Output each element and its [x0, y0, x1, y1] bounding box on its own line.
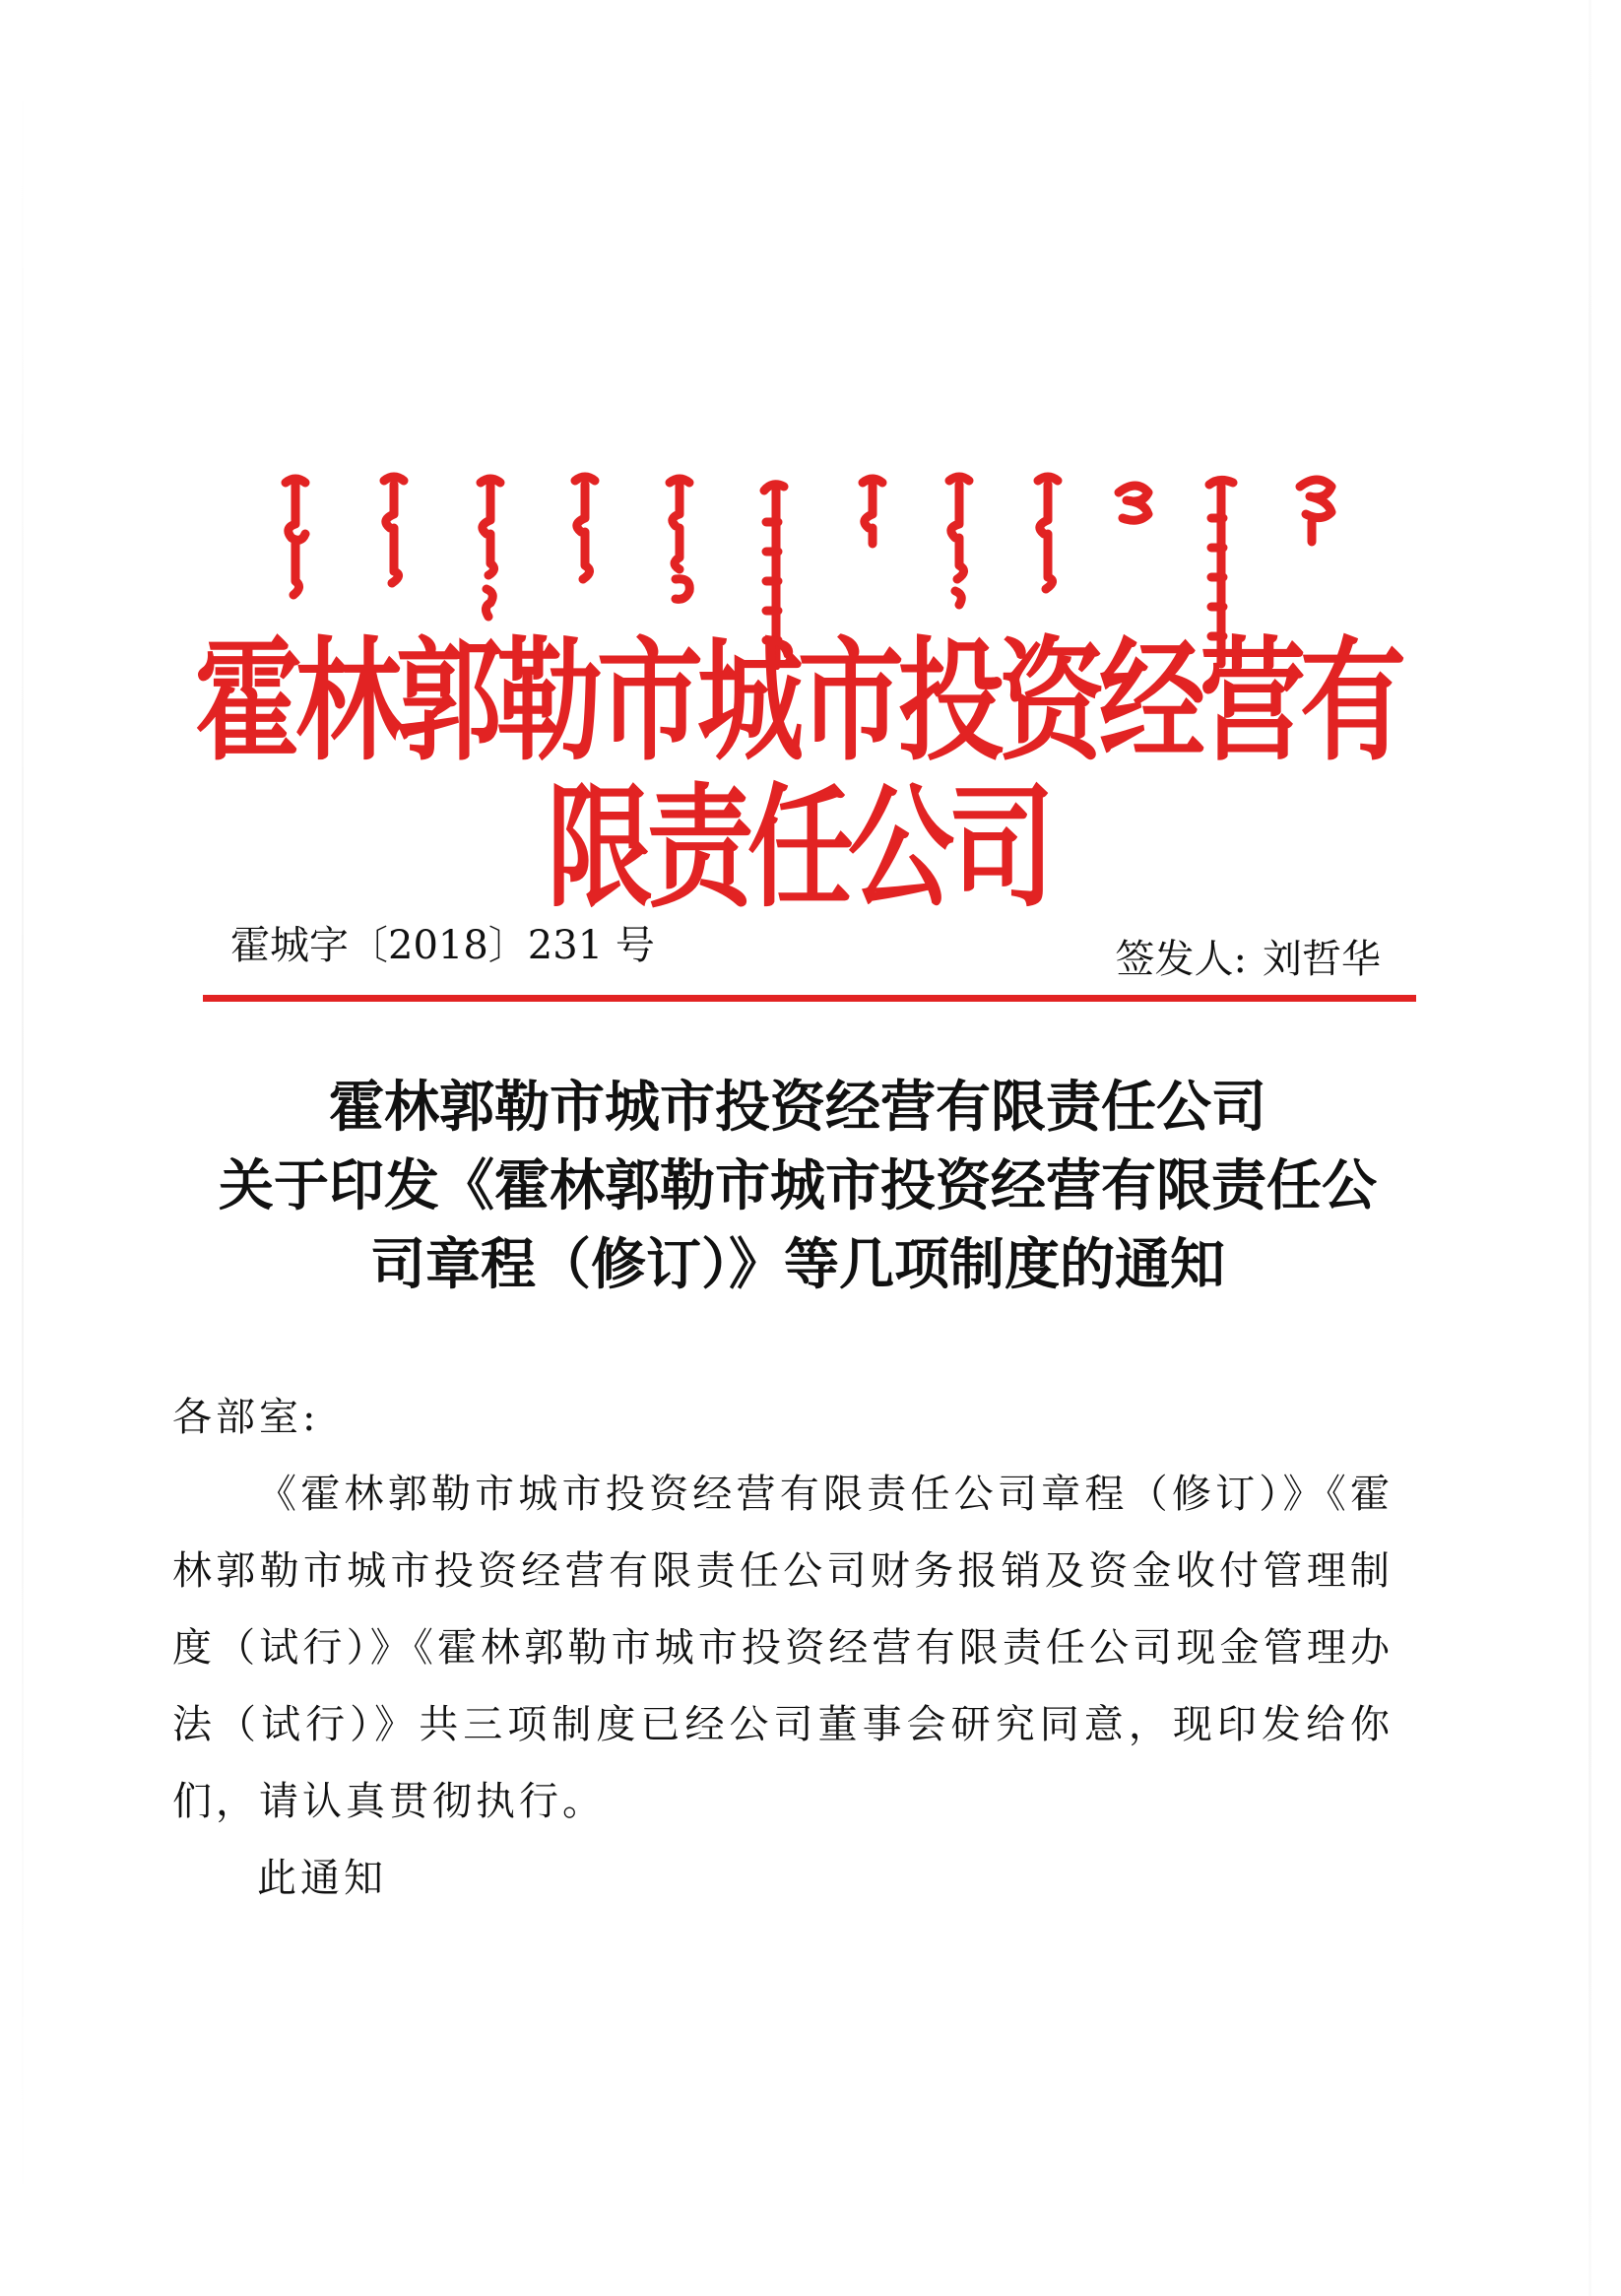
- title-line-3: 司章程（修订）》等几项制度的通知: [370, 1233, 1225, 1297]
- body-paragraph: 《霍林郭勒市城市投资经营有限责任公司章程（修订）》《霍林郭勒市城市投资经营有限责任公司财务报销及资金收付管理制度（试行）》《霍林郭勒市城市投资经营有限责任公司现金管理办法（试行）》共三项制度已经公司董事会研究同意，现印发给你们，请认真贯彻执行。: [172, 1472, 1394, 1824]
- document-body: [172, 1379, 1394, 1917]
- signer-name: 刘哲华: [1263, 937, 1381, 982]
- signer: [1116, 928, 1381, 984]
- title-line-2: 关于印发《霍林郭勒市城市投资经营有限责任公: [219, 1154, 1377, 1218]
- closing-line: 此通知: [257, 1856, 387, 1901]
- scan-edge-right: [1589, 0, 1591, 2296]
- document-title: [158, 1069, 1438, 1305]
- organization-letterhead-name: 霍林郭勒市城市投资经营有限责任公司: [194, 625, 1400, 926]
- signer-label: 签发人:: [1115, 937, 1247, 982]
- title-line-1: 霍林郭勒市城市投资经营有限责任公司: [329, 1076, 1266, 1140]
- document-number: 霍城字〔2018〕231 号: [230, 923, 655, 968]
- red-divider-rule: [203, 995, 1416, 1002]
- document-meta-row: [230, 914, 1381, 983]
- salutation: 各部室:: [172, 1395, 320, 1440]
- scan-edge-left: [22, 59, 24, 2226]
